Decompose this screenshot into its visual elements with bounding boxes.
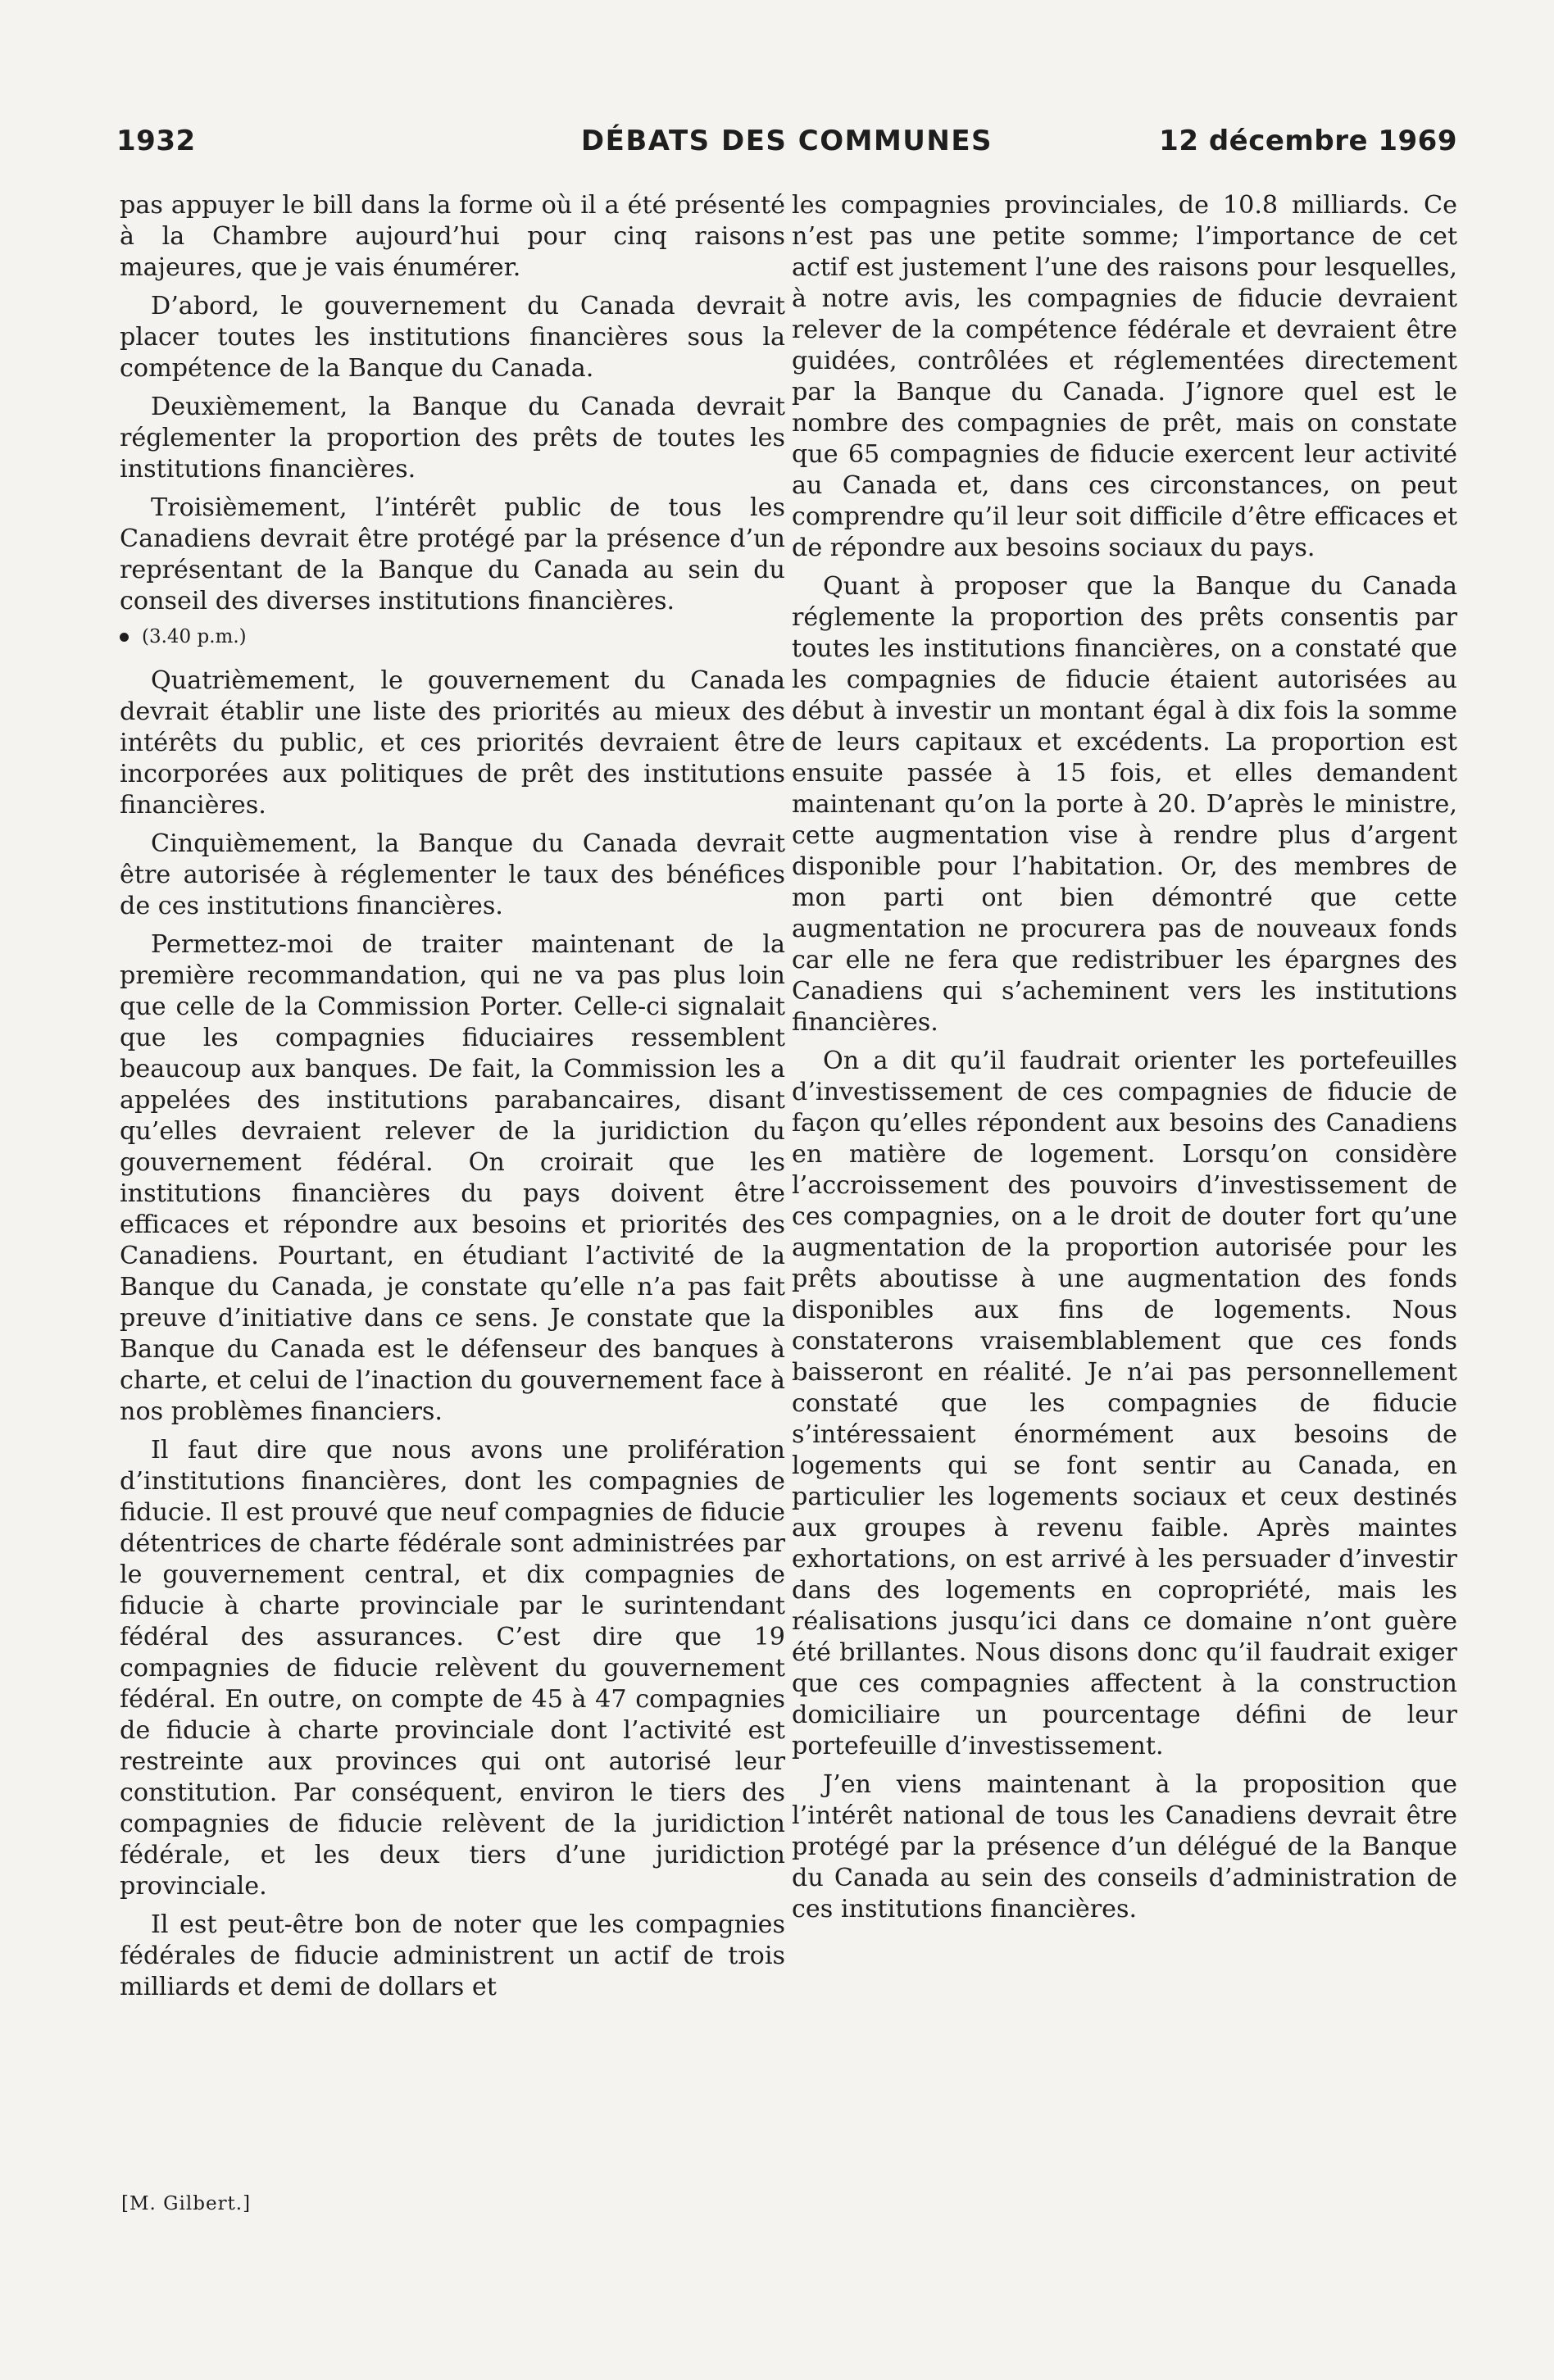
paragraph: Troisièmement, l’intérêt public de tous les Canadiens devrait être protégé par la présence d’un représentant de la Banque du Canada au sein du conseil des diverses institutions financières. [120,493,785,615]
page-header [116,125,1457,174]
paragraph: Il est peut-être bon de noter que les compagnies fédérales de fiducie administrent un actif de trois milliards et demi de dollars et [120,1910,785,2001]
paragraph: D’abord, le gouvernement du Canada devrait placer toutes les institutions financières sous la compétence de la Banque du Canada. [120,292,785,383]
paragraph: Quant à proposer que la Banque du Canada réglemente la proportion des prêts consentis par toutes les institutions financières, on a constaté que les compagnies de fiducie étaient autorisées au début à investir un montant égal à dix fois la somme de leurs capitaux et excédents. La proportion est ensuite passée à 15 fois, et elles demandent maintenant qu’on la porte à 20. D’après le ministre, cette augmentation vise à rendre plus d’argent disponible pour l’habitation. Or, des membres de mon parti ont bien démontré que cette augmentation ne procurera pas de nouveaux fonds car elle ne fera que redistribuer les épargnes des Canadiens qui s’acheminent vers les institutions financières. [792,572,1457,1037]
paragraph: pas appuyer le bill dans la forme où il a été présenté à la Chambre aujourd’hui pour cinq raisons majeures, que je vais énumérer. [120,191,785,282]
paragraph: Quatrièmement, le gouvernement du Canada devrait établir une liste des priorités au mieux des intérêts du public, et ces priorités devraient être incorporées aux politiques de prêt des institutions financières. [120,666,785,820]
right-column [792,190,1457,1933]
paragraph: On a dit qu’il faudrait orienter les portefeuilles d’investissement de ces compagnies de fiducie de façon qu’elles répondent aux besoins des Canadiens en matière de logement. Lorsqu’on considère l’accroissement des pouvoirs d’investissement de ces compagnies, on a le droit de douter fort qu’une augmentation de la proportion autorisée pour les prêts aboutisse à une augmentation des fonds disponibles aux fins de logements. Nous constaterons vraisemblablement que ces fonds baisseront en réalité. Je n’ai pas personnellement constaté que les compagnies de fiducie s’intéressaient énormément aux besoins de logements qui se font sentir au Canada, en particulier les logements sociaux et ceux destinés aux groupes à revenu faible. Après maintes exhortations, on est arrivé à les persuader d’investir dans des logements en copropriété, mais les réalisations jusqu’ici dans ce domaine n’ont guère été brillantes. Nous disons donc qu’il faudrait exiger que ces compagnies affectent à la construction domiciliaire un pourcentage défini de leur portefeuille d’investissement. [792,1047,1457,1760]
paragraph: les compagnies provinciales, de 10.8 milliards. Ce n’est pas une petite somme; l’importance de cet actif est justement l’une des raisons pour lesquelles, à notre avis, les compagnies de fiducie devraient relever de la compétence fédérale et devraient être guidées, contrôlées et réglementées directement par la Banque du Canada. J’ignore quel est le nombre des compagnies de prêt, mais on constate que 65 compagnies de fiducie exercent leur activité au Canada et, dans ces circonstances, on peut comprendre qu’il leur soit difficile d’être efficaces et de répondre aux besoins sociaux du pays. [792,191,1457,562]
bullet-icon [120,633,129,642]
time-marker-text: (3.40 p.m.) [142,626,247,647]
paragraph: Deuxièmement, la Banque du Canada devrait réglementer la proportion des prêts de toutes les institutions financières. [120,393,785,484]
speaker-attribution: [M. Gilbert.] [121,2193,252,2214]
paragraph: J’en viens maintenant à la proposition que l’intérêt national de tous les Canadiens devrait être protégé par la présence d’un délégué de la Banque du Canada au sein des conseils d’administration de ces institutions financières. [792,1770,1457,1924]
page-number: 1932 [116,125,196,157]
paragraph: Permettez-moi de traiter maintenant de la première recommandation, qui ne va pas plus loin que celle de la Commission Porter. Celle-ci signalait que les compagnies fiduciaires ressemblent beaucoup aux banques. De fait, la Commission les a appelées des institutions parabancaires, disant qu’elles devraient relever de la juridiction du gouvernement fédéral. On croirait que les institutions financières du pays doivent être efficaces et répondre aux besoins et priorités des Canadiens. Pourtant, en étudiant l’activité de la Banque du Canada, je constate qu’elle n’a pas fait preuve d’initiative dans ce sens. Je constate que la Banque du Canada est le défenseur des banques à charte, et celui de l’inaction du gouvernement face à nos problèmes financiers. [120,930,785,1426]
left-column [120,190,785,2010]
time-marker [120,625,785,649]
page-date: 12 décembre 1969 [1159,125,1457,157]
paragraph: Il faut dire que nous avons une prolifération d’institutions financières, dont les compagnies de fiducie. Il est prouvé que neuf compagnies de fiducie détentrices de charte fédérale sont administrées par le gouvernement central, et dix compagnies de fiducie à charte provinciale par le surintendant fédéral des assurances. C’est dire que 19 compagnies de fiducie relèvent du gouvernement fédéral. En outre, on compte de 45 à 47 compagnies de fiducie à charte provinciale dont l’activité est restreinte aux provinces qui ont autorisé leur constitution. Par conséquent, environ le tiers des compagnies de fiducie relèvent de la juridiction fédérale, et les deux tiers d’une juridiction provinciale. [120,1436,785,1901]
paragraph: Cinquièmement, la Banque du Canada devrait être autorisée à réglementer le taux des bénéfices de ces institutions financières. [120,829,785,920]
publication-title: DÉBATS DES COMMUNES [580,125,993,157]
